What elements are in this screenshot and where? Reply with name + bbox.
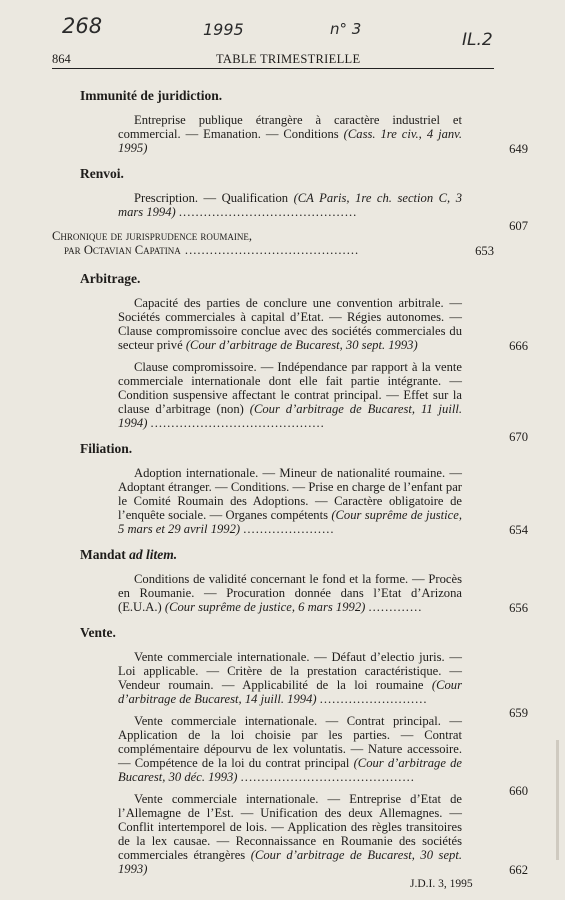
- entry-citation: (Cour d’arbitrage de Bucarest, 30 sept. 1993): [118, 848, 462, 876]
- section-heading: Filiation.: [80, 441, 133, 456]
- handwritten-annotation: 268: [62, 14, 103, 38]
- index-content: [52, 88, 528, 884]
- entry-text: Entreprise publique étrangère à caractère industriel et commercial. — Emanation. — Conditions: [118, 113, 462, 141]
- heading-italic: ad litem.: [129, 547, 178, 562]
- index-entry: [118, 792, 528, 877]
- entry-citation: (Cour suprême de justice, 6 mars 1992): [164, 600, 366, 614]
- entry-page: 649: [509, 142, 528, 156]
- entry-text: Clause compromissoire. — Indépendance par rapport à la vente commerciale internationale dont elle fait partie intégrante. — Condition suspensive affectant le contrat principal. — Effet sur la clause d’arbitrage (non): [118, 360, 462, 416]
- entry-text: Prescription. — Qualification: [134, 191, 289, 205]
- section-heading: Immunité de juridiction.: [80, 88, 223, 103]
- section-heading: Renvoi.: [80, 166, 124, 181]
- entry-page: 660: [509, 784, 528, 798]
- entry-page: 607: [509, 219, 528, 233]
- running-title: TABLE TRIMESTRIELLE: [216, 52, 361, 66]
- heading-text: Mandat: [80, 547, 126, 562]
- index-entry: [118, 113, 528, 156]
- entry-text: Capacité des parties de conclure une convention arbitrale. — Sociétés commerciales à capital d’Etat. — Régies autonomes. — Clause compromissoire conclue avec des sociétés commerciales du secteur privé: [118, 296, 462, 352]
- entry-page: 662: [509, 863, 528, 877]
- page-edge-shadow: [556, 740, 559, 860]
- handwritten-annotation: n° 3: [330, 20, 362, 38]
- chronicle-title: Chronique de jurisprudence roumaine,: [52, 229, 252, 243]
- entry-page: 656: [509, 601, 528, 615]
- entry-citation: (CA Paris, 1re ch. section C, 3 mars 1994): [118, 191, 462, 219]
- section-heading: [80, 547, 494, 563]
- entry-citation: (Cass. 1re civ., 4 janv. 1995): [118, 127, 462, 155]
- footer-citation: J.D.I. 3, 1995: [410, 878, 473, 890]
- entry-page: 666: [509, 339, 528, 353]
- section-heading: Vente.: [80, 625, 116, 640]
- chronicle-entry: Chronique de jurisprudence roumaine, par Octavian Capatina .......................................... 653: [52, 229, 494, 258]
- header-rule: [52, 68, 494, 69]
- index-entry: Adoption internationale. — Mineur de nationalité roumaine. — Adoptant étranger. — Conditions. — Prise en charge de l’enfant par le Comité Roumain des Adoptions. — Caractère obligatoire de l’enquête sociale. — Organes compétents (Cour suprême de justice, 5 mars et 29 avril 1992) ...................... 654: [118, 466, 528, 537]
- entry-page: 670: [509, 430, 528, 444]
- index-entry: [118, 296, 528, 353]
- entry-page: 659: [509, 706, 528, 720]
- index-entry: Prescription. — Qualification (CA Paris, 1re ch. section C, 3 mars 1994) ........................................... 607: [118, 191, 528, 233]
- entry-citation: (Cour d’arbitrage de Bucarest, 11 juill. 1994): [118, 402, 463, 430]
- entry-text: Vente commerciale internationale. — Contrat principal. — Application de la loi choisie par les parties. — Contrat complémentaire dépourvu de lex voluntatis. — Nature accessoire. — Compétence de la loi du contrat principal: [118, 714, 462, 770]
- page-number: 864: [52, 52, 71, 66]
- handwritten-annotation: IL.2: [462, 30, 493, 50]
- handwritten-annotation: 1995: [203, 20, 244, 39]
- entry-text: Vente commerciale internationale. — Défaut d’electio juris. — Loi applicable. — Critère de la prestation caractéristique. — Vendeur roumain. — Applicabilité de la loi roumaine: [118, 650, 462, 692]
- entry-citation: (Cour suprême de justice, 5 mars et 29 avril 1992): [118, 508, 462, 536]
- entry-citation: (Cour d’arbitrage de Bucarest, 14 juill. 1994): [118, 678, 462, 706]
- section-heading: Arbitrage.: [80, 271, 141, 286]
- entry-citation: (Cour d’arbitrage de Bucarest, 30 sept. 1993): [185, 338, 418, 352]
- index-entry: Clause compromissoire. — Indépendance par rapport à la vente commerciale internationale dont elle fait partie intégrante. — Condition suspensive affectant le contrat principal. — Effet sur la clause d’arbitrage (non) (Cour d’arbitrage de Bucarest, 11 juill. 1994) .......................................... 670: [118, 360, 528, 444]
- index-entry: Conditions de validité concernant le fond et la forme. — Procès en Roumanie. — Procuration donnée dans l’Etat d’Arizona (E.U.A.) (Cour suprême de justice, 6 mars 1992) ............. 656: [118, 572, 528, 615]
- entry-text: Vente commerciale internationale. — Entreprise d’Etat de l’Allemagne de l’Est. — Unification des deux Allemagnes. — Conflit intertemporel de lois. — Application des règles transitoires de la lex causae. — Reconnaissance en Roumanie des sociétés commerciales étrangères: [118, 792, 462, 862]
- entry-page: 654: [509, 523, 528, 537]
- index-entry: Vente commerciale internationale. — Défaut d’electio juris. — Loi applicable. — Critère de la prestation caractéristique. — Vendeur roumain. — Applicabilité de la loi roumaine (Cour d’arbitrage de Bucarest, 14 juill. 1994) .......................... 659: [118, 650, 528, 720]
- entry-text: Adoption internationale. — Mineur de nationalité roumaine. — Adoptant étranger. — Conditions. — Prise en charge de l’enfant par le Comité Roumain des Adoptions. — Caractère obligatoire de l’enquête sociale. — Organes compétents: [118, 466, 462, 522]
- entry-citation: (Cour d’arbitrage de Bucarest, 30 déc. 1993): [118, 756, 462, 784]
- entry-text: Conditions de validité concernant le fond et la forme. — Procès en Roumanie. — Procuration donnée dans l’Etat d’Arizona (E.U.A.): [118, 572, 462, 614]
- entry-page: 653: [475, 244, 494, 258]
- index-entry: Vente commerciale internationale. — Contrat principal. — Application de la loi choisie par les parties. — Contrat complémentaire dépourvu de lex voluntatis. — Nature accessoire. — Compétence de la loi du contrat principal (Cour d’arbitrage de Bucarest, 30 déc. 1993) .......................................... 660: [118, 714, 528, 798]
- chronicle-author: par Octavian Capatina: [64, 243, 181, 257]
